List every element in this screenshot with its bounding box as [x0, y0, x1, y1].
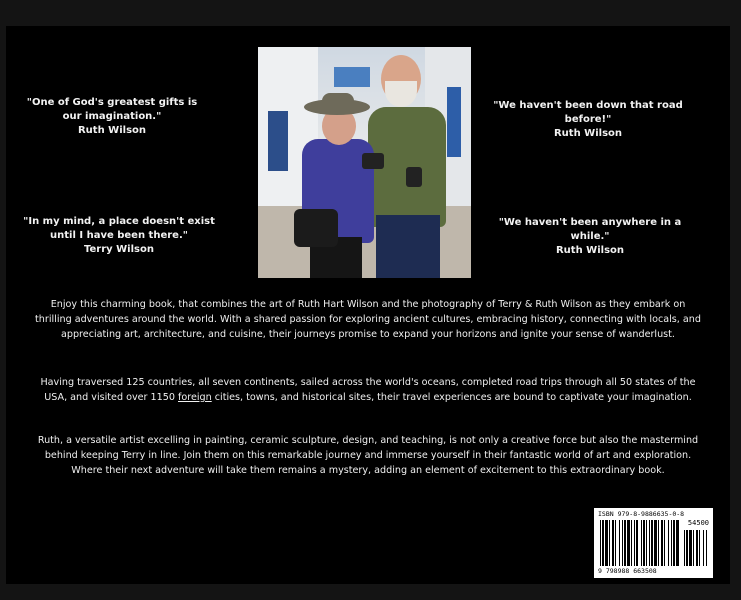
photo-blue-shutter	[447, 87, 461, 157]
price-code: 54500	[687, 519, 709, 527]
barcode-digits: 9 798988 663508	[598, 567, 657, 575]
photo-man-beard	[385, 81, 417, 107]
quote-text: "We haven't been down that road before!"	[493, 100, 683, 125]
quote-author: Ruth Wilson	[77, 125, 147, 136]
frame-top-bar	[0, 0, 741, 26]
description-paragraph-3: Ruth, a versatile artist excelling in painting, ceramic sculpture, design, and teaching, is not only a creative force but also the mastermind behind keeping Terry in line. Join them on this remarkable journey and immerse yourself in their fantastic world of art and exploration. Where their next adventure will take them remains a mystery, adding an element of excitement to this extraordinary book.	[37, 435, 699, 476]
photo-shoulder-bag	[294, 209, 338, 247]
photo-man-trousers	[376, 215, 440, 278]
underlined-word: foreign	[178, 392, 212, 403]
barcode-bars	[600, 520, 680, 566]
camera-icon	[362, 153, 384, 169]
camera-icon	[406, 167, 422, 187]
description-paragraph-1: Enjoy this charming book, that combines the art of Ruth Hart Wilson and the photography of Terry & Ruth Wilson as they embark on thrilling adventures around the world. With a shared passion for exploring ancient cultures, embracing history, connecting with locals, and appreciating art, architecture, and cuisine, their journeys promise to expand your horizons and ignite your sense of wanderlust.	[35, 299, 701, 340]
quote-imagination	[24, 96, 200, 138]
quote-anywhere-in-a-while	[492, 216, 688, 258]
quote-author: Ruth Wilson	[555, 245, 625, 256]
photo-balcony	[334, 67, 370, 87]
photo-hat-crown	[322, 93, 354, 109]
paragraph-2-part-2: cities, towns, and historical sites, their travel experiences are bound to captivate your imagination.	[211, 392, 692, 403]
paragraph-2-part-1: Having traversed 125 countries, all seven continents, sailed across the world's oceans, completed road trips through all 50 states of the USA, and visited over 1150	[40, 377, 696, 403]
quote-text: "We haven't been anywhere in a while."	[498, 217, 682, 242]
price-barcode-bars	[684, 530, 708, 566]
isbn-barcode	[594, 508, 713, 578]
quote-down-that-road	[490, 99, 686, 141]
quote-text: "One of God's greatest gifts is our imagination."	[26, 97, 198, 122]
photo-blue-door	[268, 111, 288, 171]
author-photo	[258, 47, 471, 278]
book-back-cover	[6, 26, 730, 584]
description-paragraph-2	[32, 375, 704, 405]
quote-text: "In my mind, a place doesn't exist until I have been there."	[23, 216, 215, 241]
quote-author: Terry Wilson	[84, 244, 154, 255]
isbn-label: ISBN 979-8-9886635-0-8	[598, 510, 685, 518]
quote-place-exist	[16, 215, 222, 257]
quote-author: Ruth Wilson	[553, 128, 623, 139]
